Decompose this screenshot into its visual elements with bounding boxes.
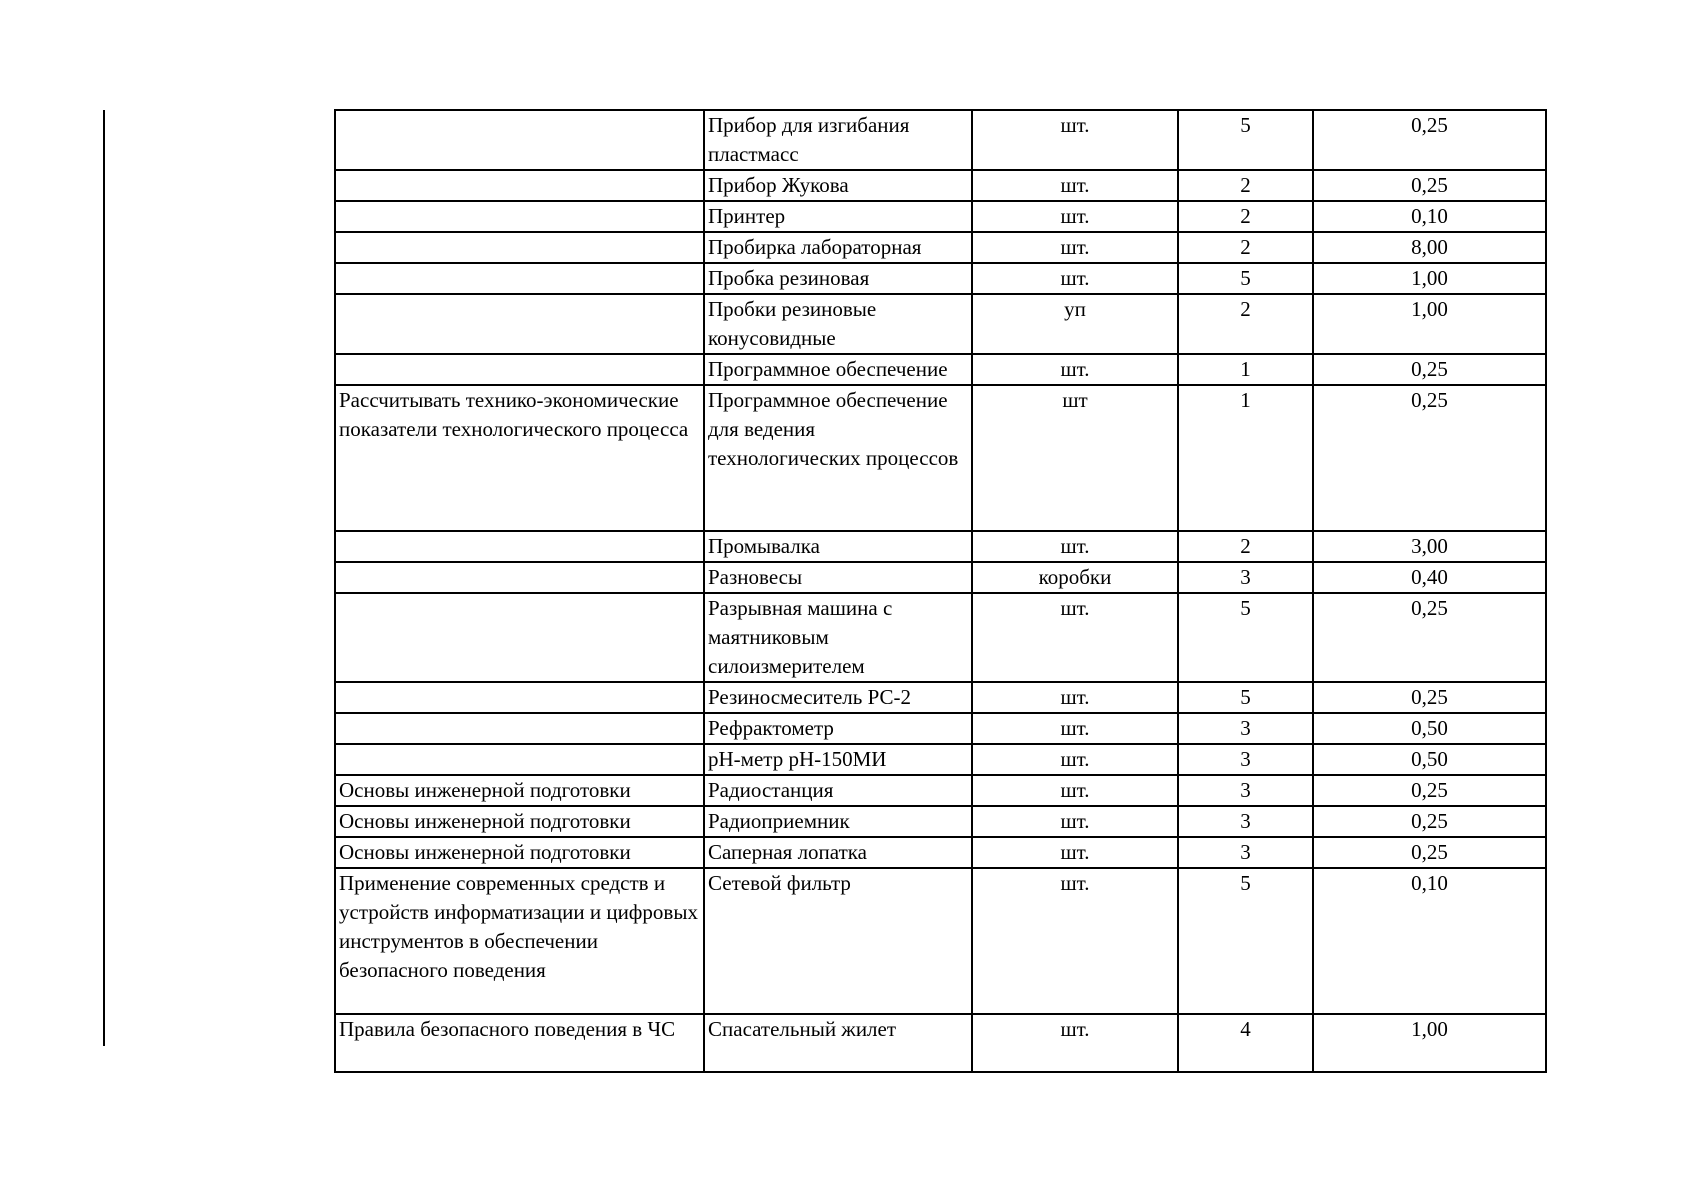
topic-cell: [335, 170, 704, 201]
norm-cell: 0,25: [1313, 170, 1546, 201]
unit-cell: шт.: [972, 775, 1178, 806]
unit-cell: шт.: [972, 806, 1178, 837]
qty-cell: 2: [1178, 294, 1313, 354]
qty-cell: 3: [1178, 713, 1313, 744]
topic-cell: [335, 744, 704, 775]
topic-cell: [335, 232, 704, 263]
table-row: [335, 1014, 1546, 1072]
item-cell: Промывалка: [704, 531, 972, 562]
norm-cell: 0,40: [1313, 562, 1546, 593]
qty-cell: 2: [1178, 232, 1313, 263]
table-row: [335, 294, 1546, 354]
table-row: [335, 232, 1546, 263]
topic-cell: Рассчитывать технико-экономические показатели технологического процесса: [335, 385, 704, 531]
table-row: [335, 682, 1546, 713]
item-cell: Программное обеспечение: [704, 354, 972, 385]
topic-cell: Основы инженерной подготовки: [335, 837, 704, 868]
topic-cell: [335, 263, 704, 294]
topic-cell: [335, 713, 704, 744]
topic-cell: [335, 294, 704, 354]
item-cell: Пробка резиновая: [704, 263, 972, 294]
item-cell: Резиносмеситель РС-2: [704, 682, 972, 713]
qty-cell: 1: [1178, 385, 1313, 531]
unit-cell: шт.: [972, 868, 1178, 1014]
table-row: [335, 531, 1546, 562]
norm-cell: 3,00: [1313, 531, 1546, 562]
item-cell: Саперная лопатка: [704, 837, 972, 868]
topic-cell: [335, 354, 704, 385]
table-row: [335, 562, 1546, 593]
norm-cell: 1,00: [1313, 294, 1546, 354]
table-row: [335, 868, 1546, 1014]
qty-cell: 3: [1178, 837, 1313, 868]
qty-cell: 4: [1178, 1014, 1313, 1072]
table-row: [335, 806, 1546, 837]
norm-cell: 0,10: [1313, 201, 1546, 232]
qty-cell: 3: [1178, 806, 1313, 837]
qty-cell: 5: [1178, 263, 1313, 294]
qty-cell: 3: [1178, 775, 1313, 806]
norm-cell: 0,25: [1313, 593, 1546, 682]
table-row: [335, 354, 1546, 385]
qty-cell: 5: [1178, 868, 1313, 1014]
item-cell: Прибор для изгибания пластмасс: [704, 110, 972, 170]
unit-cell: шт.: [972, 110, 1178, 170]
unit-cell: шт.: [972, 531, 1178, 562]
topic-cell: Применение современных средств и устройств информатизации и цифровых инструментов в обеспечении безопасного поведения: [335, 868, 704, 1014]
item-cell: Пробирка лабораторная: [704, 232, 972, 263]
table-row: [335, 170, 1546, 201]
page-margin-line: [103, 110, 105, 1046]
item-cell: Спасательный жилет: [704, 1014, 972, 1072]
unit-cell: шт.: [972, 263, 1178, 294]
unit-cell: шт.: [972, 354, 1178, 385]
table-row: [335, 837, 1546, 868]
topic-cell: [335, 562, 704, 593]
item-cell: Принтер: [704, 201, 972, 232]
qty-cell: 2: [1178, 531, 1313, 562]
equipment-table: [334, 109, 1547, 1073]
table-row: [335, 744, 1546, 775]
item-cell: Разновесы: [704, 562, 972, 593]
norm-cell: 0,10: [1313, 868, 1546, 1014]
table-row: [335, 713, 1546, 744]
norm-cell: 0,25: [1313, 775, 1546, 806]
topic-cell: [335, 201, 704, 232]
qty-cell: 2: [1178, 170, 1313, 201]
item-cell: Рефрактометр: [704, 713, 972, 744]
item-cell: Прибор Жукова: [704, 170, 972, 201]
unit-cell: уп: [972, 294, 1178, 354]
topic-cell: [335, 531, 704, 562]
unit-cell: шт.: [972, 744, 1178, 775]
norm-cell: 0,50: [1313, 713, 1546, 744]
norm-cell: 0,25: [1313, 837, 1546, 868]
item-cell: Программное обеспечение для ведения технологических процессов: [704, 385, 972, 531]
topic-cell: [335, 593, 704, 682]
topic-cell: [335, 682, 704, 713]
topic-cell: Основы инженерной подготовки: [335, 775, 704, 806]
norm-cell: 0,25: [1313, 354, 1546, 385]
unit-cell: шт.: [972, 682, 1178, 713]
qty-cell: 3: [1178, 744, 1313, 775]
norm-cell: 8,00: [1313, 232, 1546, 263]
table-row: [335, 110, 1546, 170]
norm-cell: 0,25: [1313, 806, 1546, 837]
unit-cell: шт.: [972, 201, 1178, 232]
norm-cell: 0,25: [1313, 682, 1546, 713]
item-cell: Радиоприемник: [704, 806, 972, 837]
table-row: [335, 263, 1546, 294]
norm-cell: 0,25: [1313, 385, 1546, 531]
unit-cell: коробки: [972, 562, 1178, 593]
qty-cell: 5: [1178, 593, 1313, 682]
qty-cell: 1: [1178, 354, 1313, 385]
item-cell: Сетевой фильтр: [704, 868, 972, 1014]
qty-cell: 2: [1178, 201, 1313, 232]
topic-cell: Правила безопасного поведения в ЧС: [335, 1014, 704, 1072]
table-row: [335, 593, 1546, 682]
item-cell: Радиостанция: [704, 775, 972, 806]
norm-cell: 0,50: [1313, 744, 1546, 775]
topic-cell: Основы инженерной подготовки: [335, 806, 704, 837]
item-cell: Пробки резиновые конусовидные: [704, 294, 972, 354]
unit-cell: шт.: [972, 170, 1178, 201]
norm-cell: 1,00: [1313, 263, 1546, 294]
table-row: [335, 775, 1546, 806]
unit-cell: шт.: [972, 1014, 1178, 1072]
topic-cell: [335, 110, 704, 170]
norm-cell: 0,25: [1313, 110, 1546, 170]
norm-cell: 1,00: [1313, 1014, 1546, 1072]
unit-cell: шт.: [972, 837, 1178, 868]
equipment-table-body: [335, 110, 1546, 1072]
unit-cell: шт.: [972, 593, 1178, 682]
unit-cell: шт.: [972, 713, 1178, 744]
item-cell: рН-метр рН-150МИ: [704, 744, 972, 775]
item-cell: Разрывная машина с маятниковым силоизмерителем: [704, 593, 972, 682]
table-row: [335, 385, 1546, 531]
qty-cell: 5: [1178, 110, 1313, 170]
qty-cell: 5: [1178, 682, 1313, 713]
qty-cell: 3: [1178, 562, 1313, 593]
unit-cell: шт.: [972, 232, 1178, 263]
unit-cell: шт: [972, 385, 1178, 531]
table-row: [335, 201, 1546, 232]
